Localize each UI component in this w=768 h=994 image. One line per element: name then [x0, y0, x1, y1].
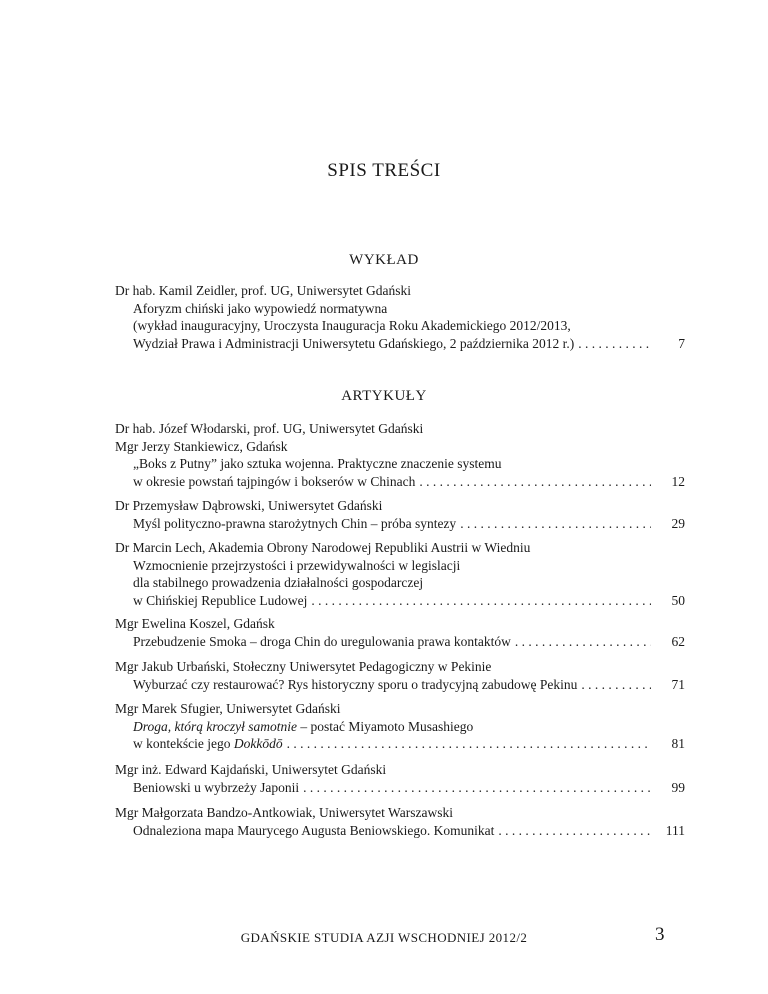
entry-title-line: (wykład inauguracyjny, Uroczysta Inauguracja Roku Akademickiego 2012/2013,: [133, 318, 571, 333]
entry-author: Dr hab. Kamil Zeidler, prof. UG, Uniwersytet Gdański: [115, 283, 412, 298]
entry-leader-line: [115, 335, 685, 353]
entry-page-number: 50: [671, 592, 685, 608]
section-heading-articles: ARTYKUŁY: [341, 388, 427, 404]
toc-entry: [115, 658, 685, 693]
entry-title-line: Aforyzm chiński jako wypowiedź normatywna: [133, 300, 388, 316]
entry-page-number: 111: [665, 822, 685, 838]
entry-title-line: Myśl polityczno-prawna starożytnych Chin – próba syntezy: [133, 515, 457, 531]
dot-leader: [287, 735, 651, 753]
toc-entry: [115, 615, 685, 650]
entry-leader-line: [115, 515, 685, 533]
dot-leader: [460, 515, 651, 533]
entry-title-italic: Droga, którą kroczył samotnie: [133, 718, 297, 734]
dot-leader: [303, 779, 651, 797]
toc-entry: [115, 497, 685, 532]
entry-leader-line: [115, 779, 685, 797]
entry-leader-line: [115, 822, 685, 840]
entry-author: Dr Marcin Lech, Akademia Obrony Narodowej Republiki Austrii w Wiedniu: [115, 540, 531, 555]
entry-author: Mgr Jerzy Stankiewicz, Gdańsk: [115, 438, 288, 454]
entry-title-rest: – postać Miyamoto Musashiego: [296, 718, 474, 734]
entry-leader-line: [115, 735, 685, 753]
dot-leader: [581, 676, 651, 694]
entry-title-italic: Dokkōdō: [233, 736, 283, 751]
entry-author: Mgr inż. Edward Kajdański, Uniwersytet Gdański: [115, 762, 387, 777]
entry-title-line: [115, 718, 685, 736]
entry-title-line: [133, 735, 283, 753]
entry-title-line: „Boks z Putny” jako sztuka wojenna. Praktyczne znaczenie systemu: [133, 456, 502, 471]
dot-leader: [419, 473, 651, 491]
entry-leader-line: [115, 676, 685, 694]
toc-entry: [115, 804, 685, 839]
entry-author: Dr Przemysław Dąbrowski, Uniwersytet Gdański: [115, 498, 383, 513]
entry-page-number: 12: [671, 473, 685, 489]
entry-title-line: Przebudzenie Smoka – droga Chin do uregulowania prawa kontaktów: [133, 633, 511, 649]
dot-leader: [578, 335, 651, 353]
entry-author: Mgr Jakub Urbański, Stołeczny Uniwersytet Pedagogiczny w Pekinie: [115, 659, 492, 674]
entry-page-number: 62: [671, 633, 685, 649]
entry-title-line: Odnaleziona mapa Maurycego Augusta Beniowskiego. Komunikat: [133, 822, 495, 838]
page-number: 3: [655, 924, 665, 945]
journal-footer: GDAŃSKIE STUDIA AZJI WSCHODNIEJ 2012/2: [240, 930, 528, 945]
entry-leader-line: [115, 592, 685, 610]
entry-author: Mgr Małgorzata Bandzo-Antkowiak, Uniwersytet Warszawski: [115, 805, 453, 820]
section-heading-lecture: WYKŁAD: [349, 252, 419, 268]
entry-page-number: 81: [671, 736, 685, 751]
toc-entry: [115, 761, 685, 796]
entry-leader-line: [115, 473, 685, 491]
toc-entry: [115, 539, 685, 609]
entry-title-line: Wyburzać czy restaurować? Rys historyczny sporu o tradycyjną zabudowę Pekinu: [133, 676, 578, 692]
dot-leader: [311, 592, 651, 610]
toc-entry: [115, 420, 685, 490]
entry-title-line: w okresie powstań tajpingów i bokserów w Chinach: [133, 473, 416, 489]
toc-entry: [115, 700, 685, 753]
entry-leader-line: [115, 633, 685, 651]
entry-page-number: 71: [671, 676, 685, 692]
entry-title-line: w Chińskiej Republice Ludowej: [133, 592, 308, 608]
dot-leader: [498, 822, 651, 840]
entry-title-line: Wydział Prawa i Administracji Uniwersytetu Gdańskiego, 2 października 2012 r.): [133, 335, 575, 351]
entry-author: Dr hab. Józef Włodarski, prof. UG, Uniwersytet Gdański: [115, 421, 424, 436]
entry-author: Mgr Ewelina Koszel, Gdańsk: [115, 616, 275, 631]
entry-page-number: 29: [671, 515, 685, 531]
entry-title-line: Wzmocnienie przejrzystości i przewidywalności w legislacji: [133, 557, 461, 573]
dot-leader: [515, 633, 651, 651]
entry-title-line: dla stabilnego prowadzenia działalności gospodarczej: [133, 575, 424, 590]
toc-entry: [115, 282, 685, 352]
entry-page-number: 99: [671, 779, 685, 795]
entry-author: Mgr Marek Sfugier, Uniwersytet Gdański: [115, 701, 341, 716]
entry-page-number: 7: [678, 335, 685, 351]
entry-title-line: Beniowski u wybrzeży Japonii: [133, 779, 300, 795]
page-title: SPIS TREŚCI: [327, 160, 441, 181]
entry-title-plain: w kontekście jego: [133, 736, 234, 751]
